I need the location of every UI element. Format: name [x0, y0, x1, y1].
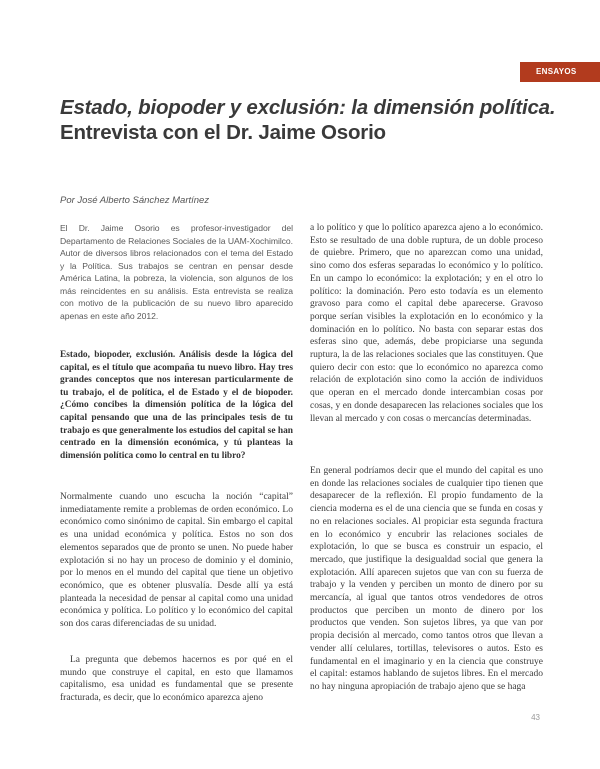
interview-question: Estado, biopoder, exclusión. Análisis desde la lógica del capital, es el título que acompaña tu nuevo libro. Hay tres grandes conceptos que nos interesan particularmente de tu trabajo, el de política, el de Estado y el de biopoder. ¿Cómo concibes la dimensión política de la lógica del capital pensando que una de las principales tesis de tu trabajo es que generalmente los estudios del capital se han centrado en la dimensión económica, y tú planteas la dimensión política como lo central en tu libro?	[60, 350, 293, 461]
author-byline: Por José Alberto Sánchez Martínez	[60, 195, 210, 206]
intro-paragraph: El Dr. Jaime Osorio es profesor-investigador del Departamento de Relaciones Sociales de la UAM-Xochimilco. Autor de diversos libros relacionados con el tema del Estado y la Política. Sus trabajos se centran en pensar desde América Latina, la pobreza, la violencia, son algunos de los más reincidentes en su análisis. Esta entrevista se realiza con motivo de la publicación de su nuevo libro aparecido apenas en este año 2012.	[60, 223, 293, 321]
answer-paragraph-3: a lo político y que lo político aparezca ajeno a lo económico. Esto se resultado de una doble ruptura, de un doble proceso de quiebre. Primero, que no aparezcan como una unidad, sino como dos esferas separadas lo económico y lo político. En un campo lo económico: la explotación; y en el otro lo político: la dominación. Pero esto todavía es un elemento gravoso para como el capital debe aparecerse. Gravoso porque serían visibles la explotación en lo económico y la dominación en lo político. No basta con separar estas dos esferas sino que, además, debe propiciarse una segunda ruptura, la de las relaciones sociales que las constituyen. Que quiero decir con esto: que lo económico no aparezca como relación de explotación sino como la acción de individuos que operan en el mercado donde intercambian cosas por cosas, y en donde desaparecen las relaciones sociales que los llevan al mercado y con cosas o mercancías determinadas.	[310, 223, 543, 424]
answer-paragraph-4: En general podríamos decir que el mundo del capital es uno en donde las relaciones sociales de cualquier tipo tienen que desaparecer de la reflexión. El propio fundamento de la ciencia moderna es el de una ciencia que se funda en cosas y no en relaciones sociales. Al propiciar esta segunda fractura en lo económico y encubrir las relaciones sociales de explotación, lo que se busca es construir un espacio, el mercado, que justifique la desigualdad social que genera la explotación. Allí aparecen sujetos que van con su fuerza de trabajo y la venden y perciben un monto de dinero por su mercancía, al igual que tantos otros vendedores de otros productos que perciben un monto de dinero por los productos que venden. Son sujetos libres, ya que van por propia decisión al mercado, como tantos otros que llevan a vender allí celulares, tortillas, televisores o autos. Esto es fundamental en el imaginario y en la ciencia que construye el capital: estamos hablando de sujetos libres. En el mercado no hay ninguna apropiación de trabajo ajeno que se haga	[310, 466, 543, 692]
answer-paragraph-2: La pregunta que debemos hacernos es por qué en el mundo que construye el capital, en esto que llamamos capitalismo, esa unidad es fundamental que se presente fracturada, es decir, que lo económico aparezca ajeno	[60, 655, 293, 704]
page-number: 43	[531, 713, 540, 722]
title-line-2: Entrevista con el Dr. Jaime Osorio	[60, 121, 386, 144]
answer-paragraph-1: Normalmente cuando uno escucha la noción “capital” inmediatamente remite a problemas de orden económico. Lo económico como sinónimo de capital. Sin embargo el capital es una unidad económica y política. Estos no son dos elementos separados que de pronto se unen. No puede haber explotación si no hay un proceso de dominio y el dominio, por lo menos en el mundo del capital que tiene un objetivo económico, que es obtener plusvalía. Desde allí ya está planteada la necesidad de pensar al capital como una unidad económica y política. Lo político y lo económico del capital son dos caras diferenciadas de su unidad.	[60, 492, 293, 630]
section-tag: ENSAYOS	[520, 62, 600, 82]
article-title	[60, 95, 560, 145]
title-line-1: Estado, biopoder y exclusión: la dimensión política.	[60, 96, 556, 119]
